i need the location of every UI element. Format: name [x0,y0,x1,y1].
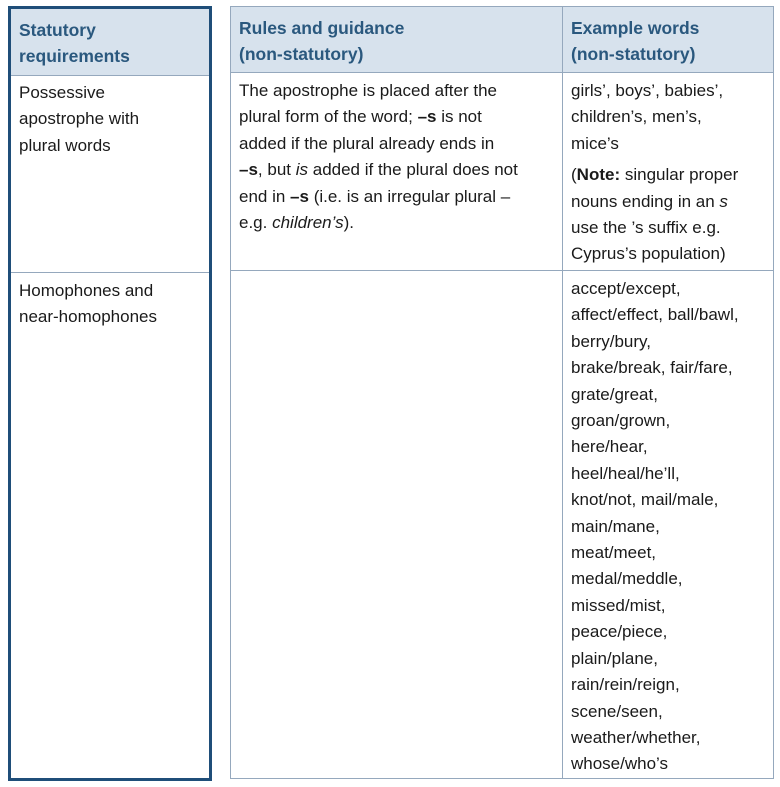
example-line: berry/bury, [571,331,651,351]
examples-header [571,15,699,67]
example-line: weather/whether, [571,727,701,747]
example-line: medal/meddle, [571,569,683,589]
text-line: nouns ending in an s [571,191,728,211]
statutory-header [11,9,209,75]
header-line: (non-statutory) [571,44,696,64]
example-line: plain/plane, [571,648,658,668]
text-line: –s, but is added if the plural does not [239,160,518,180]
example-line: groan/grown, [571,411,671,431]
text-line: near-homophones [19,307,157,327]
example-line: heel/heal/he’ll, [571,463,680,483]
statutory-header-line-2: requirements [19,46,130,66]
examples-cell-possessive [563,73,773,268]
text-line: Possessive [19,83,105,102]
guidance-table [230,6,774,779]
guidance-header-row [231,7,773,73]
text-line: plural form of the word; –s is not [239,107,482,127]
example-line: peace/piece, [571,622,668,642]
text-line: mice’s [571,133,619,153]
example-line: accept/except, [571,279,681,298]
text-line: plural words [19,135,111,155]
statutory-requirements-table [8,6,212,781]
example-line: scene/seen, [571,701,663,721]
example-line: grate/great, [571,384,658,404]
text-line: The apostrophe is placed after the [239,81,497,100]
rules-header [239,15,404,67]
text-line: Homophones and [19,281,154,300]
text-line: apostrophe with [19,109,140,129]
example-line: knot/not, mail/male, [571,490,719,510]
text-line: use the ’s suffix e.g. [571,218,721,238]
example-line: whose/who’s [571,754,669,774]
text-line: Cyprus’s population) [571,244,726,264]
example-line: brake/break, fair/fare, [571,358,733,378]
note-block [571,162,765,268]
text-line: girls’, boys’, babies’, [571,81,724,100]
header-line: Rules and guidance [239,18,405,38]
header-line: (non-statutory) [239,44,364,64]
text-line: children’s, men’s, [571,107,702,127]
statutory-cell-possessive [11,75,209,159]
text-line: (Note: singular proper [571,165,739,185]
example-line: affect/effect, ball/bawl, [571,305,739,325]
rules-cell-possessive [231,73,562,236]
header-line: Example words [571,18,700,38]
example-line: here/hear, [571,437,648,457]
text-line: added if the plural already ends in [239,133,495,153]
example-line: rain/rein/reign, [571,675,680,695]
statutory-header-line-1: Statutory [19,20,96,40]
example-line: main/mane, [571,516,660,536]
text-line: end in –s (i.e. is an irregular plural – [239,186,511,206]
example-line: meat/meet, [571,543,657,563]
example-line: missed/mist, [571,595,666,615]
statutory-cell-homophones [11,273,209,331]
text-line: e.g. children’s). [239,213,354,233]
examples-cell-homophones [563,271,773,778]
